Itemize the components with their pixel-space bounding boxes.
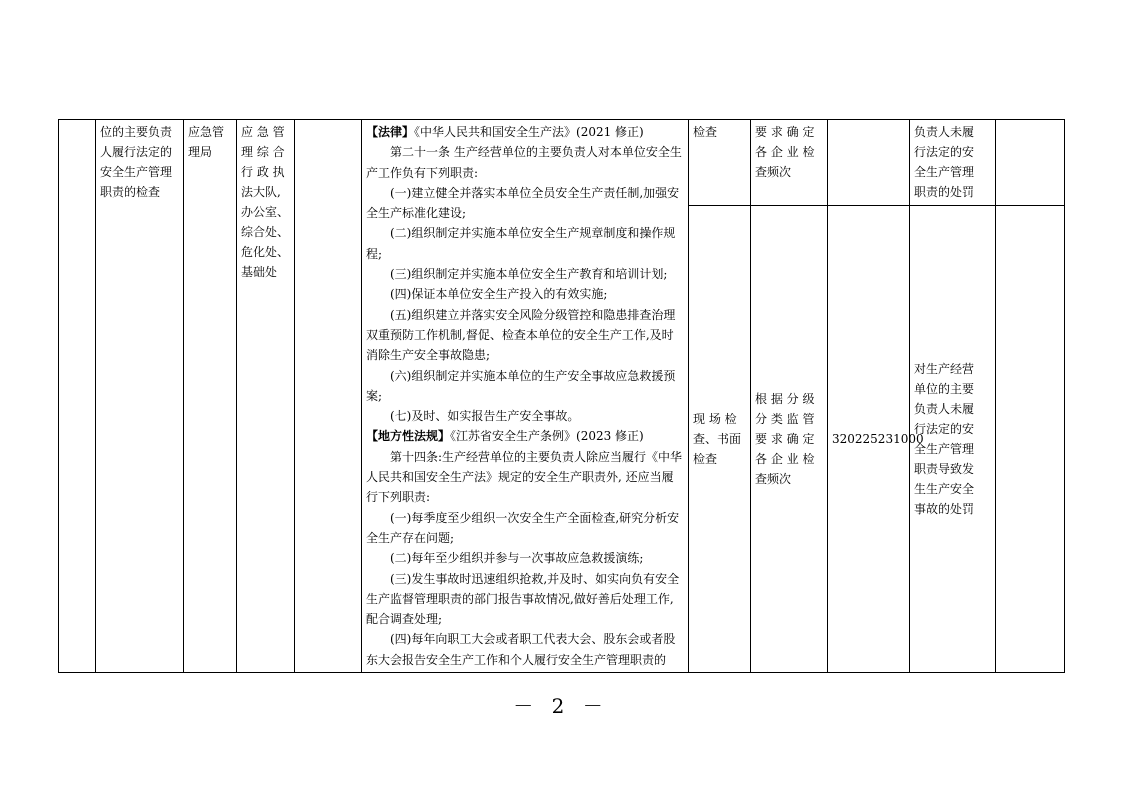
law-paragraph: (四)保证本单位安全生产投入的有效实施; (390, 287, 608, 302)
inspection-method: 检查 (693, 125, 718, 139)
department: 应急管 理局 (188, 125, 225, 159)
seq-cell (59, 120, 96, 673)
law-paragraph: 第二十一条 生产经营单位的主要负责人对本单位安全生产工作负有下列职责: (366, 145, 682, 180)
law-paragraph: (二)组织制定并实施本单位安全生产规章制度和操作规程; (366, 226, 676, 261)
penalty-item-cell (910, 205, 996, 672)
inspection-table (58, 119, 1065, 673)
inspection-item-cell (96, 120, 184, 673)
inspection-method-cell (689, 205, 751, 672)
law-paragraph: (三)组织制定并实施本单位安全生产教育和培训计划; (390, 267, 668, 282)
penalty-item: 负责人未履 行法定的安 全生产管理 职责的处罚 (914, 125, 975, 199)
empty-cell (295, 120, 362, 673)
inspection-frequency: 根 据 分 级 分 类 监 管 要 求 确 定 各 企 业 检 查频次 (755, 391, 815, 486)
law-paragraph: (二)每年至少组织并参与一次事故应急救援演练; (390, 551, 644, 566)
law-paragraph: (一)每季度至少组织一次安全生产全面检查,研究分析安全生产存在问题; (366, 510, 680, 545)
law-paragraph: (七)及时、如实报告生产安全事故。 (390, 409, 580, 424)
legal-basis-cell (362, 120, 689, 673)
inspection-method: 现 场 检 查、书面 检查 (693, 411, 742, 466)
implementing-unit: 应 急 管 理 综 合 行 政 执 法大队, 办公室、 综合处、 危化处、 基础处 (241, 125, 290, 279)
item-code-cell (828, 120, 910, 206)
inspection-item: 位的主要负责 人履行法定的 安全生产管理 职责的检查 (100, 125, 173, 199)
penalty-item: 对生产经营 单位的主要 负责人未履 行法定的安 全生产管理 职责导致发 生生产安全 事故的处罚 (914, 361, 975, 516)
law-tag-2: 【地方性法规】 (366, 429, 451, 444)
law-paragraph: (一)建立健全并落实本单位全员安全生产责任制,加强安全生产标准化建设; (366, 185, 680, 221)
department-cell (184, 120, 237, 673)
inspection-frequency-cell (751, 205, 828, 672)
law-paragraph: (五)组织建立并落实安全风险分级管控和隐患排查治理双重预防工作机制,督促、检查本单位的安全生产工作,及时消除生产安全事故隐患; (366, 307, 676, 363)
law-heading-2 (366, 426, 684, 446)
inspection-method-cell (689, 120, 751, 206)
inspection-frequency: 要 求 确 定 各 企 业 检 查频次 (755, 125, 815, 179)
law-paragraph: 第十四条:生产经营单位的主要负责人除应当履行《中华人民共和国安全生产法》规定的安全生产职责外, 还应当履行下列职责: (366, 449, 683, 505)
law-tag-1: 【法律】 (366, 125, 415, 139)
remarks-cell (996, 120, 1065, 206)
implementing-unit-cell (237, 120, 295, 673)
law-paragraph: (六)组织制定并实施本单位的生产安全事故应急救援预案; (366, 368, 676, 403)
law-paragraph: (四)每年向职工大会或者职工代表大会、股东会或者股东大会报告安全生产工作和个人履行安全生产管理职责的 (366, 632, 676, 667)
item-code: 320225231000 (832, 431, 924, 446)
page-number: － 2 － (513, 694, 609, 718)
penalty-item-cell (910, 120, 996, 206)
law-paragraph: (三)发生事故时迅速组织抢救,并及时、如实向负有安全生产监督管理职责的部门报告事故情况,做好善后处理工作,配合调查处理; (366, 571, 680, 627)
law-heading-1 (366, 122, 684, 142)
law-title-1: 《中华人民共和国安全生产法》(2021 修正) (414, 125, 644, 139)
inspection-frequency-cell (751, 120, 828, 206)
remarks-cell (996, 205, 1065, 672)
item-code-cell (828, 205, 924, 672)
law-title-2: 《江苏省安全生产条例》(2023 修正) (450, 429, 644, 444)
